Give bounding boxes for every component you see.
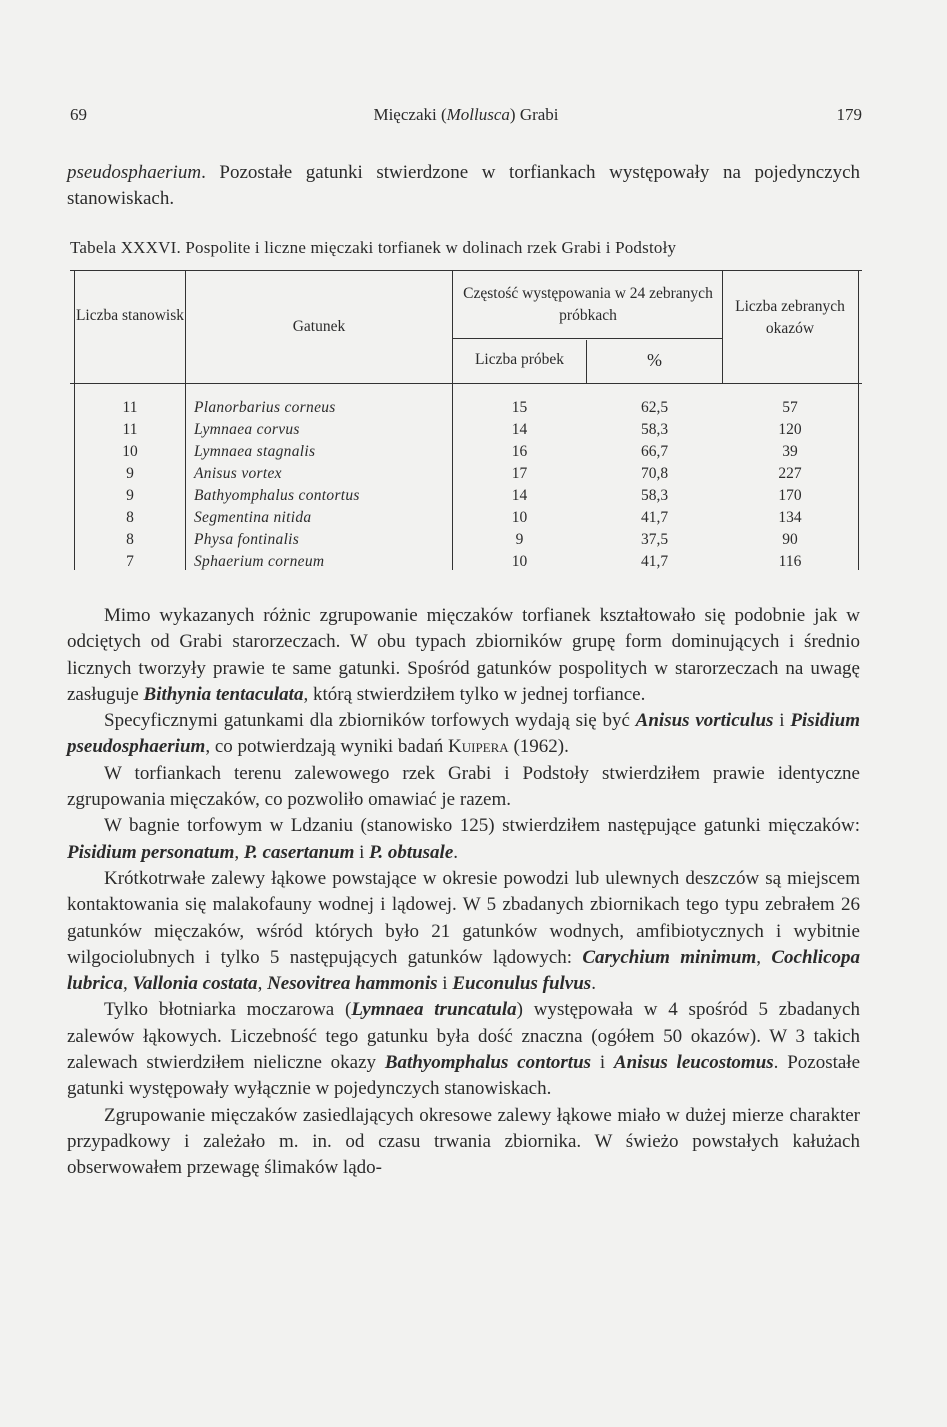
paragraph: Tylko błotniarka moczarowa (Lymnaea truncatula) występowała w 4 spośród 5 zbadanych zalewów łąkowych. Liczebność tego gatunku była dość znaczna (ogółem 50 okazów). W 3 takich zalewach stwierdziłem nieliczne okazy Bathyomphalus contortus i Anisus leucostomus. Pozostałe gatunki występowały wyłącznie w pojedynczych stanowiskach. — [67, 999, 861, 1100]
table-cell-percent: 41,7 — [640, 553, 669, 570]
table-cell-species: Lymnaea corvus — [194, 421, 300, 438]
table-top-rule — [70, 270, 862, 271]
main-text — [67, 603, 860, 1182]
paragraph: Krótkotrwałe zalewy łąkowe powstające w okresie powodzi lub ulewnych deszczów są miejscem kontaktowania się malakofauny wodnej i lądowej. W 5 zbadanych zbiornikach tego typu zebrałem 26 gatunków mięczaków, wśród których było 21 gatunków wodnych, amfibiotycznych i wybitnie wilgociolubnych i tylko 5 następujących gatunków lądowych: Carychium minimum, Cochlicopa lubrica, Vallonia costata, Nesovitrea hammonis i Euconulus fulvus. — [67, 867, 861, 995]
running-header — [70, 105, 862, 131]
table-cell-percent: 66,7 — [640, 443, 669, 460]
running-title: Mięczaki (Mollusca) Grabi — [373, 105, 559, 124]
table-cell-specimens: 170 — [778, 487, 802, 504]
table-cell-species: Planorbarius corneus — [194, 399, 336, 416]
table-cell-species: Lymnaea stagnalis — [194, 443, 316, 460]
paragraph: W bagnie torfowym w Ldzaniu (stanowisko 125) stwierdziłem następujące gatunki mięczaków: Pisidium personatum, P. casertanum i P. obtusale. — [67, 815, 860, 863]
table-header-rule — [70, 383, 862, 384]
table-cell-samples: 9 — [515, 531, 524, 548]
table-subheader-rule — [452, 338, 722, 339]
table-cell-specimens: 39 — [782, 443, 798, 460]
table-caption: Tabela XXXVI. Pospolite i liczne mięczaki torfianek w dolinach rzek Grabi i Podstoły — [70, 238, 677, 257]
table-cell-percent: 37,5 — [640, 531, 669, 548]
table-cell-percent: 70,8 — [640, 465, 669, 482]
paragraph: Zgrupowanie mięczaków zasiedlających okresowe zalewy łąkowe miało w dużej mierze charakter przypadkowy i zależało m. in. od czasu trwania zbiornika. W świeżo powstałych kałużach obserwowałem przewagę ślimaków lądo- — [67, 1104, 860, 1179]
table-cell-stations: 11 — [122, 421, 138, 438]
table-cell-stations: 11 — [122, 399, 138, 416]
intro-paragraph: pseudosphaerium. Pozostałe gatunki stwierdzone w torfiankach występowały na pojedynczych stanowiskach. — [67, 162, 860, 210]
table-right-border — [858, 270, 859, 570]
header-frequency: Częstość występowania w 24 zebranych próbkach — [463, 285, 713, 324]
table-cell-specimens: 120 — [778, 421, 802, 438]
table-cell-samples: 14 — [511, 421, 528, 438]
table-cell-stations: 10 — [122, 443, 138, 460]
paragraph: Mimo wykazanych różnic zgrupowanie mięczaków torfianek kształtowało się podobnie jak w odciętych od Grabi starorzeczach. W obu typach zbiorników grupę form dominujących i średnio licznych tworzyły prawie te same gatunki. Spośród gatunków pospolitych w starorzeczach na uwagę zasługuje Bithynia tentaculata, którą stwierdziłem tylko w jednej torfiance. — [67, 605, 860, 705]
paragraph: Specyficznymi gatunkami dla zbiorników torfowych wydają się być Anisus vorticulus i Pisidium pseudosphaerium, co potwierdzają wyniki badań Kuipera (1962). — [67, 710, 860, 758]
header-species: Gatunek — [292, 318, 346, 335]
table-cell-percent: 62,5 — [640, 399, 669, 416]
table-cell-samples: 17 — [511, 465, 528, 482]
table-cell-species: Bathyomphalus contortus — [194, 487, 360, 504]
table-cell-species: Sphaerium corneum — [194, 553, 325, 570]
table-cell-samples: 14 — [511, 487, 528, 504]
table-col-divider — [185, 270, 186, 570]
table-cell-species: Anisus vortex — [194, 465, 282, 482]
header-stations: Liczba stanowisk — [75, 307, 185, 324]
table-cell-species: Segmentina nitida — [194, 509, 312, 526]
table-cell-specimens: 90 — [782, 531, 798, 548]
table-cell-specimens: 57 — [782, 399, 798, 416]
table-col-divider — [722, 270, 723, 383]
header-samples: Liczba próbek — [474, 351, 565, 368]
table-cell-specimens: 227 — [778, 465, 802, 482]
table-cell-samples: 15 — [511, 399, 528, 416]
table-cell-stations: 8 — [126, 531, 134, 548]
table-cell-specimens: 116 — [778, 553, 802, 570]
page-number-right: 179 — [836, 105, 862, 124]
table-cell-percent: 58,3 — [640, 487, 669, 504]
table-cell-samples: 10 — [511, 553, 528, 570]
header-specimens: Liczba zebranych okazów — [735, 298, 845, 337]
header-percent: % — [647, 350, 662, 370]
table-cell-stations: 7 — [126, 553, 134, 570]
table-cell-stations: 9 — [126, 465, 134, 482]
table-cell-specimens: 134 — [778, 509, 802, 526]
table-cell-samples: 10 — [511, 509, 528, 526]
table-cell-percent: 58,3 — [640, 421, 669, 438]
table-cell-percent: 41,7 — [640, 509, 669, 526]
page-number-left: 69 — [70, 105, 87, 124]
table-cell-samples: 16 — [511, 443, 528, 460]
species-table — [70, 270, 862, 576]
paragraph: W torfiankach terenu zalewowego rzek Grabi i Podstoły stwierdziłem prawie identyczne zgrupowania mięczaków, co pozwoliło omawiać je razem. — [67, 762, 860, 811]
table-cell-stations: 9 — [126, 487, 134, 504]
table-cell-stations: 8 — [126, 509, 134, 526]
table-cell-species: Physa fontinalis — [194, 531, 300, 548]
